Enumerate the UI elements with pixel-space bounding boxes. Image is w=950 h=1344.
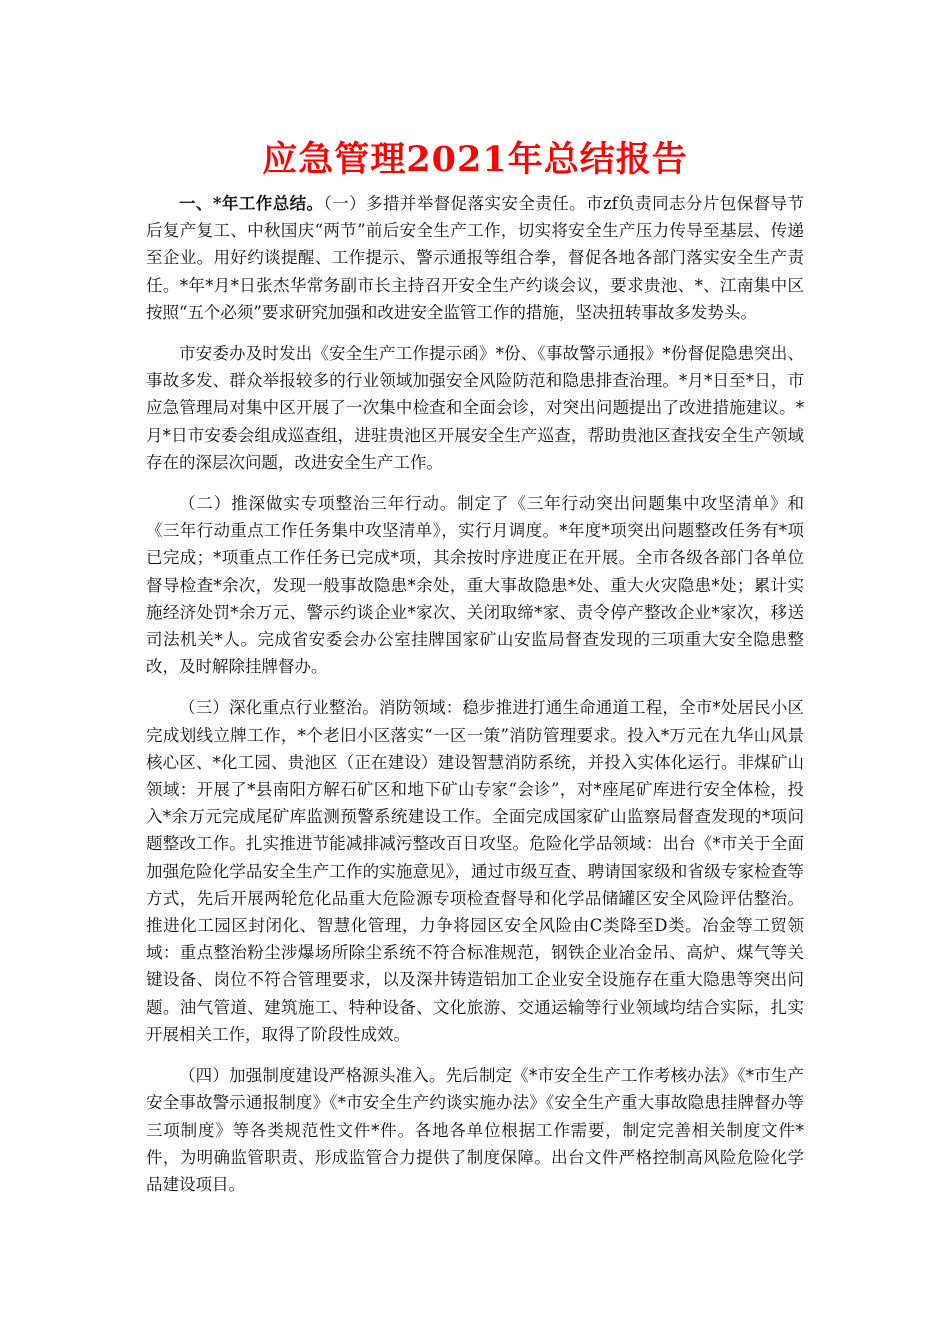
paragraph-text: （四）加强制度建设严格源头准入。先后制定《*市安全生产工作考核办法》《*市生产安全事故警示通报制度》《*市安全生产约谈实施办法》《安全生产重大事故隐患挂牌督办等三项制度》等各类规范性文件*件。各地各单位根据工作需要，制定完善相关制度文件*件，为明确监管职责、形成监管合力提供了制度保障。出台文件严格控制高风险危险化学品建设项目。 bbox=[146, 1066, 804, 1194]
paragraph-3 bbox=[146, 490, 804, 680]
document-title: 应急管理2021年总结报告 bbox=[262, 139, 688, 180]
paragraph-4 bbox=[146, 694, 804, 1048]
paragraph-text: （二）推深做实专项整治三年行动。制定了《三年行动突出问题集中攻坚清单》和《三年行动重点工作任务集中攻坚清单》，实行月调度。*年度*项突出问题整改任务有*项已完成；*项重点工作任务已完成*项，其余按时序进度正在开展。全市各级各部门各单位督导检查*余次，发现一般事故隐患*余处，重大事故隐患*处、重大火灾隐患*处；累计实施经济处罚*余万元、警示约谈企业*家次、关闭取缔*家、责令停产整改企业*家次，移送司法机关*人。完成省安委会办公室挂牌国家矿山安监局督查发现的三项重大安全隐患整改，及时解除挂牌督办。 bbox=[146, 494, 804, 677]
paragraph-text: 市安委办及时发出《安全生产工作提示函》*份、《事故警示通报》*份督促隐患突出、事故多发、群众举报较多的行业领域加强安全风险防范和隐患排查治理。*月*日至*日，市应急管理局对集中区开展了一次集中检查和全面会诊，对突出问题提出了改进措施建议。*月*日市安委会组成巡查组，进驻贵池区开展安全生产巡查，帮助贵池区查找安全生产领域存在的深层次问题，改进安全生产工作。 bbox=[146, 344, 804, 472]
paragraph-text: （三）深化重点行业整治。消防领域：稳步推进打通生命通道工程，全市*处居民小区完成划线立牌工作，*个老旧小区落实“一区一策”消防管理要求。投入*万元在九华山风景核心区、*化工园、贵池区（正在建设）建设智慧消防系统，并投入实体化运行。非煤矿山领域：开展了*县南阳方解石矿区和地下矿山专家“会诊”，对*座尾矿库进行安全体检，投入*余万元完成尾矿库监测预警系统建设工作。全面完成国家矿山监察局督查发现的*项问题整改工作。扎实推进节能减排减污整改百日攻坚。危险化学品领域：出台《*市关于全面加强危险化学品安全生产工作的实施意见》，通过市级互查、聘请国家级和省级专家检查等方式，先后开展两轮危化品重大危险源专项检查督导和化学品储罐区安全风险评估整治。推进化工园区封闭化、智慧化管理，力争将园区安全风险由C类降至D类。冶金等工贸领域：重点整治粉尘涉爆场所除尘系统不符合标准规范，钢铁企业冶金吊、高炉、煤气等关键设备、岗位不符合管理要求，以及深井铸造铝加工企业安全设施存在重大隐患等突出问题。油气管道、建筑施工、特种设备、文化旅游、交通运输等行业领域均结合实际，扎实开展相关工作，取得了阶段性成效。 bbox=[146, 698, 804, 1044]
paragraph-text: （一）多措并举督促落实安全责任。市zf负责同志分片包保督导节后复产复工、中秋国庆“两节”前后安全生产工作，切实将安全生产压力传导至基层、传递至企业。用好约谈提醒、工作提示、警示通报等组合拳，督促各地各部门落实安全生产责任。*年*月*日张杰华常务副市长主持召开安全生产约谈会议，要求贵池、*、江南集中区按照“五个必须”要求研究加强和改进安全监管工作的措施，坚决扭转事故多发势头。 bbox=[146, 194, 804, 322]
paragraph-5 bbox=[146, 1062, 804, 1198]
paragraph-2 bbox=[146, 340, 804, 476]
paragraph-1 bbox=[146, 190, 804, 326]
section-heading: 一、*年工作总结。 bbox=[179, 194, 324, 213]
document-body bbox=[146, 190, 804, 1212]
